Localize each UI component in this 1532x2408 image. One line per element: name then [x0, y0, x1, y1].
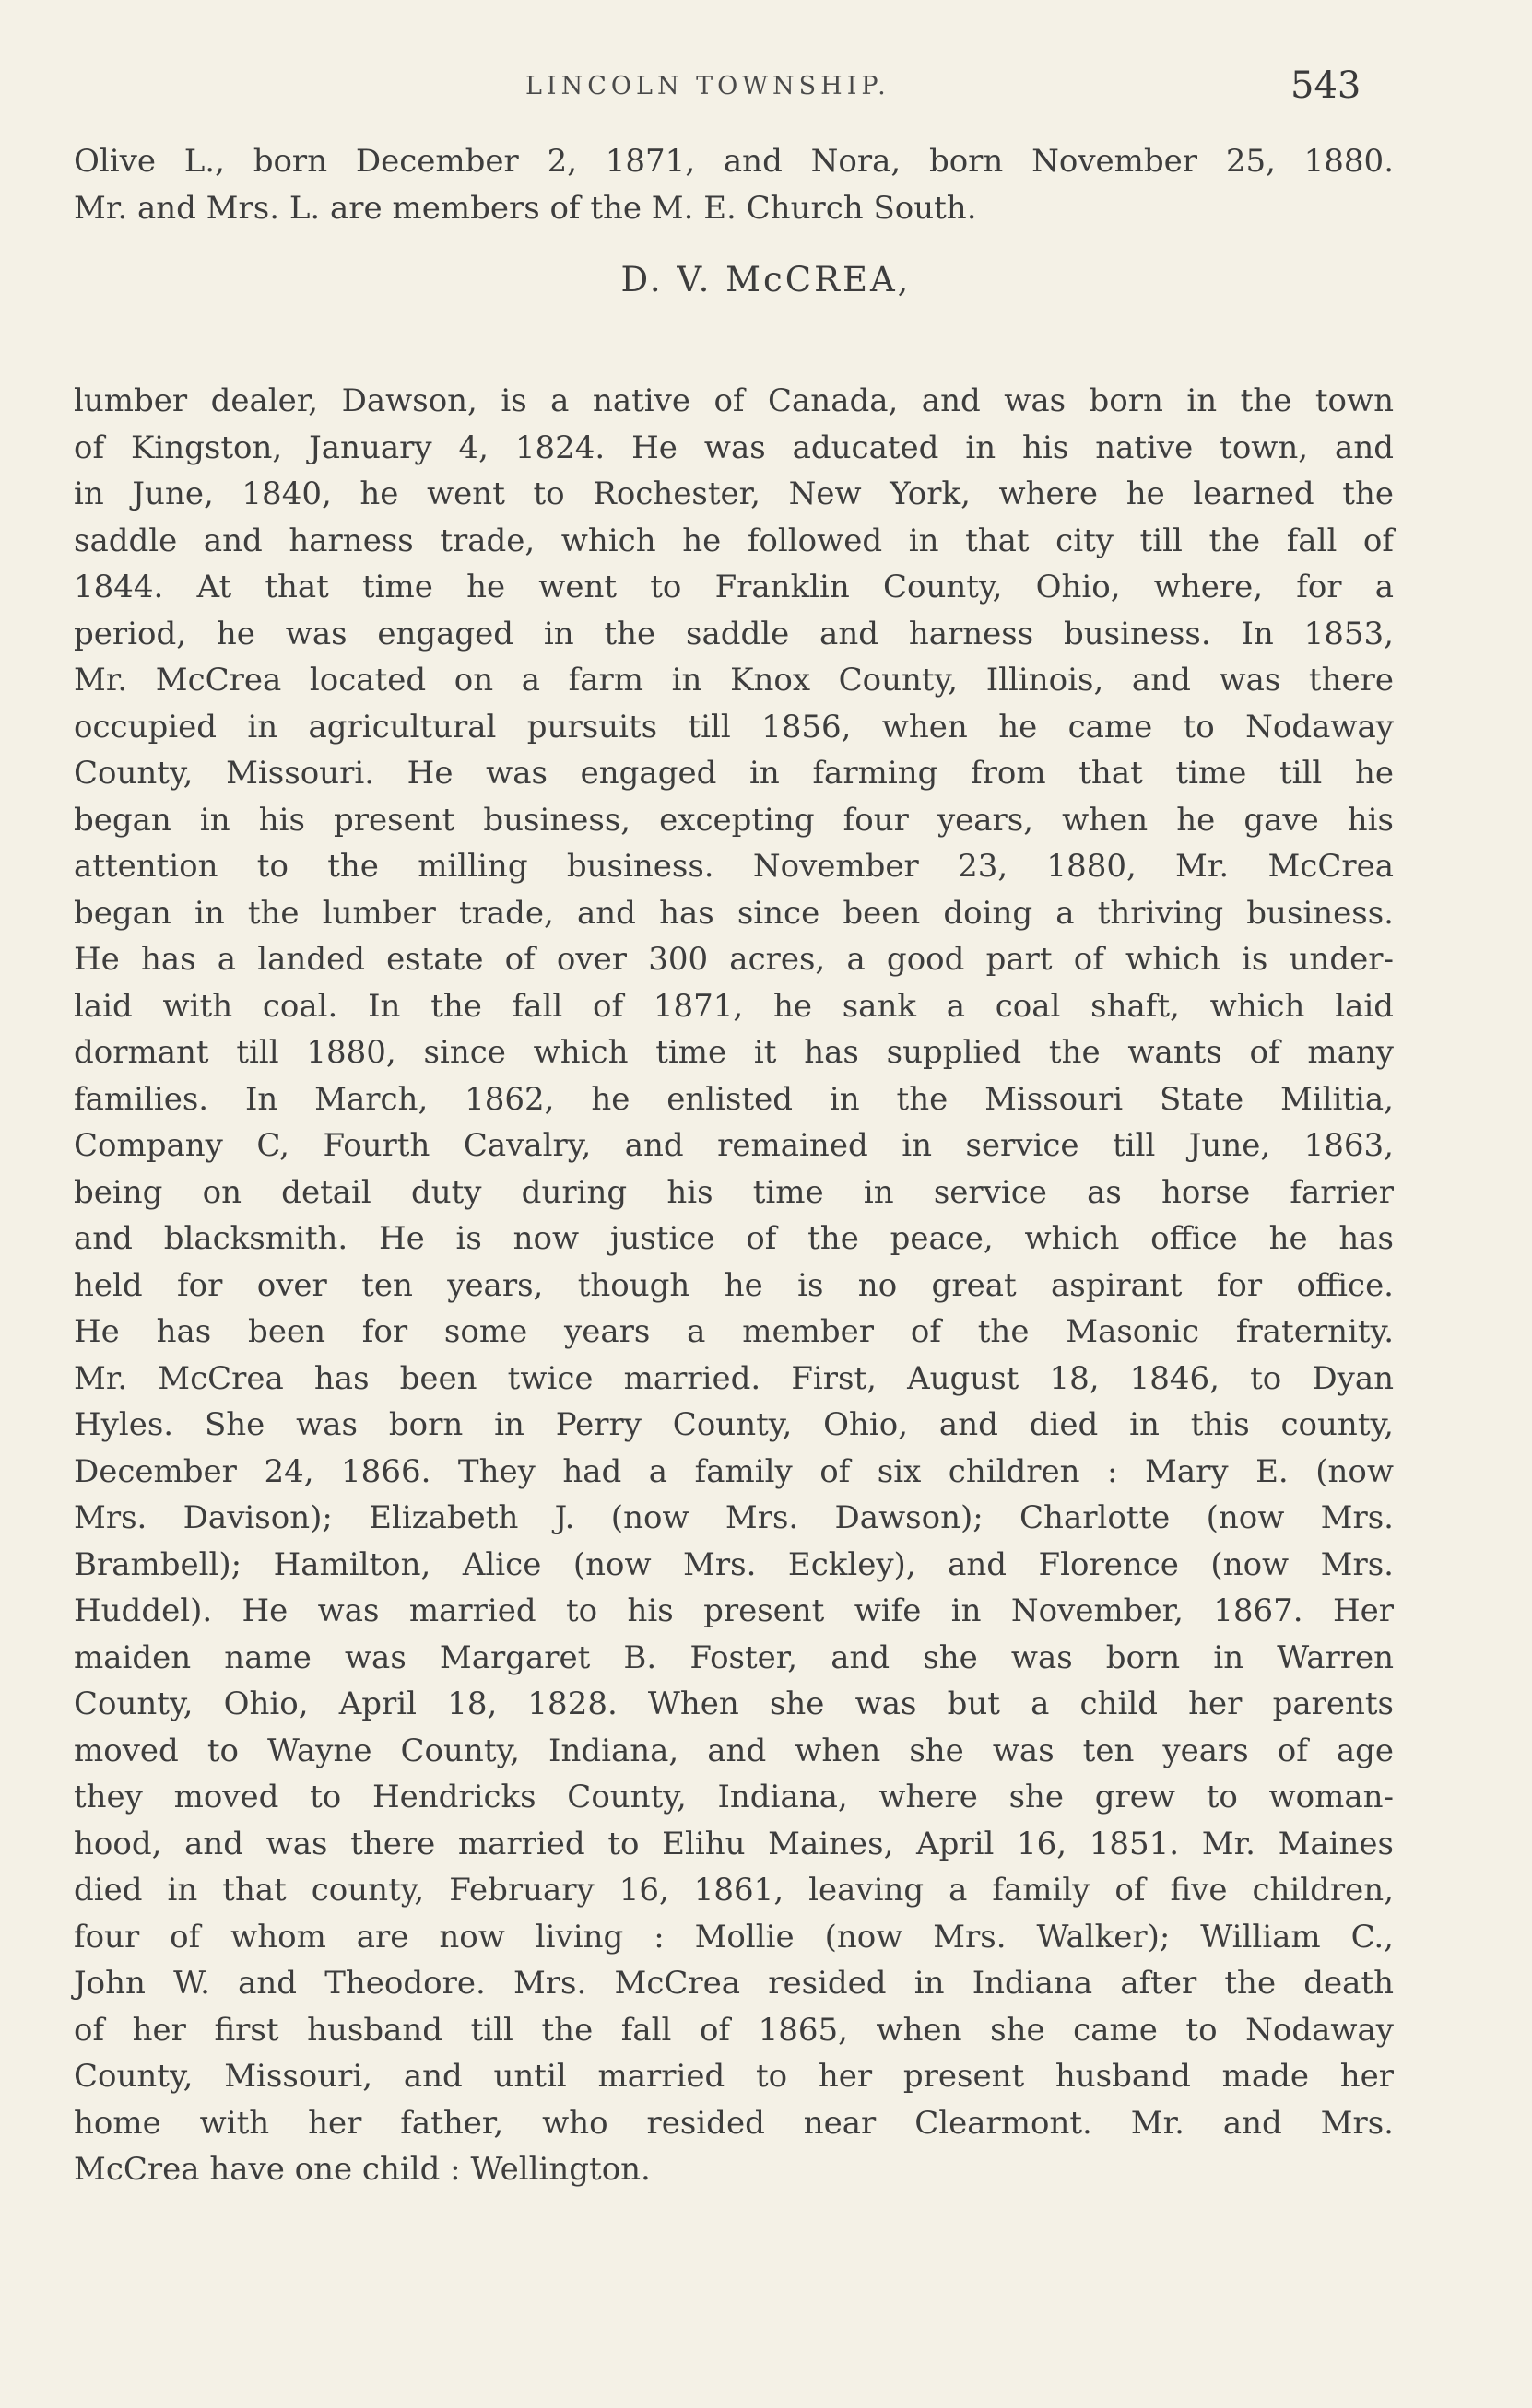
- text-line: saddle and harness trade, which he followed in that city till the fall of: [74, 522, 1394, 559]
- biography-paragraph: [74, 378, 1394, 2193]
- text-line: laid with coal. In the fall of 1871, he sank a coal shaft, which laid: [74, 987, 1394, 1025]
- text-line: period, he was engaged in the saddle and harness business. In 1853,: [74, 615, 1394, 652]
- text-line: families. In March, 1862, he enlisted in the Missouri State Militia,: [74, 1080, 1394, 1118]
- text-line: dormant till 1880, since which time it has supplied the wants of many: [74, 1034, 1394, 1071]
- text-line: Company C, Fourth Cavalry, and remained in service till June, 1863,: [74, 1127, 1394, 1164]
- text-line: Brambell); Hamilton, Alice (now Mrs. Eckley), and Florence (now Mrs.: [74, 1545, 1394, 1583]
- text-line: County, Ohio, April 18, 1828. When she was but a child her parents: [74, 1686, 1394, 1722]
- text-line: attention to the milling business. November 23, 1880, Mr. McCrea: [74, 848, 1394, 885]
- text-line: occupied in agricultural pursuits till 1856, when he came to Nodaway: [74, 708, 1394, 746]
- page-number: 543: [1290, 65, 1361, 107]
- text-line: He has a landed estate of over 300 acres, a good part of which is under-: [74, 941, 1394, 978]
- text-line: of Kingston, January 4, 1824. He was aducated in his native town, and: [74, 429, 1394, 466]
- section-heading: D. V. McCREA,: [620, 260, 912, 300]
- text-line: being on detail duty during his time in service as horse farrier: [74, 1173, 1394, 1211]
- text-line: began in his present business, excepting four years, when he gave his: [74, 801, 1394, 839]
- text-line: moved to Wayne County, Indiana, and when she was ten years of age: [74, 1732, 1394, 1769]
- text-line: Mrs. Davison); Elizabeth J. (now Mrs. Dawson); Charlotte (now Mrs.: [74, 1499, 1394, 1536]
- text-line: began in the lumber trade, and has since been doing a thriving business.: [74, 894, 1394, 932]
- text-line: four of whom are now living : Mollie (now Mrs. Walker); William C.,: [74, 1918, 1394, 1956]
- text-line: Mr. and Mrs. L. are members of the M. E. Church South.: [74, 189, 977, 227]
- running-head: [0, 65, 1532, 120]
- text-line: McCrea have one child : Wellington.: [74, 2151, 651, 2188]
- text-line: He has been for some years a member of the Masonic fraternity.: [74, 1313, 1394, 1350]
- text-line: Mr. McCrea has been twice married. First, August 18, 1846, to Dyan: [74, 1359, 1394, 1397]
- text-line: December 24, 1866. They had a family of six children : Mary E. (now: [74, 1452, 1394, 1490]
- opening-paragraph: [74, 138, 1394, 231]
- text-line: hood, and was there married to Elihu Maines, April 16, 1851. Mr. Maines: [74, 1825, 1394, 1862]
- text-line: in June, 1840, he went to Rochester, New York, where he learned the: [74, 476, 1394, 512]
- text-line: they moved to Hendricks County, Indiana, where she grew to woman-: [74, 1779, 1394, 1815]
- running-head-title: LINCOLN TOWNSHIP.: [525, 72, 890, 100]
- text-line: held for over ten years, though he is no great aspirant for office.: [74, 1266, 1394, 1304]
- text-line: Huddel). He was married to his present wife in November, 1867. Her: [74, 1592, 1394, 1629]
- text-line: maiden name was Margaret B. Foster, and she was born in Warren: [74, 1639, 1394, 1676]
- text-line: County, Missouri, and until married to her present husband made her: [74, 2058, 1394, 2095]
- text-line: County, Missouri. He was engaged in farming from that time till he: [74, 755, 1394, 792]
- text-line: lumber dealer, Dawson, is a native of Canada, and was born in the town: [74, 382, 1394, 419]
- text-line: and blacksmith. He is now justice of the peace, which office he has: [74, 1220, 1394, 1257]
- text-line: Olive L., born December 2, 1871, and Nora, born November 25, 1880.: [74, 143, 1394, 180]
- text-line: died in that county, February 16, 1861, leaving a family of five children,: [74, 1872, 1394, 1909]
- text-line: 1844. At that time he went to Franklin County, Ohio, where, for a: [74, 569, 1394, 605]
- text-line: of her first husband till the fall of 1865, when she came to Nodaway: [74, 2011, 1394, 2049]
- text-line: John W. and Theodore. Mrs. McCrea resided in Indiana after the death: [74, 1965, 1394, 2002]
- text-line: Mr. McCrea located on a farm in Knox County, Illinois, and was there: [74, 662, 1394, 699]
- text-line: home with her father, who resided near Clearmont. Mr. and Mrs.: [74, 2104, 1394, 2142]
- text-line: Hyles. She was born in Perry County, Ohio, and died in this county,: [74, 1406, 1394, 1443]
